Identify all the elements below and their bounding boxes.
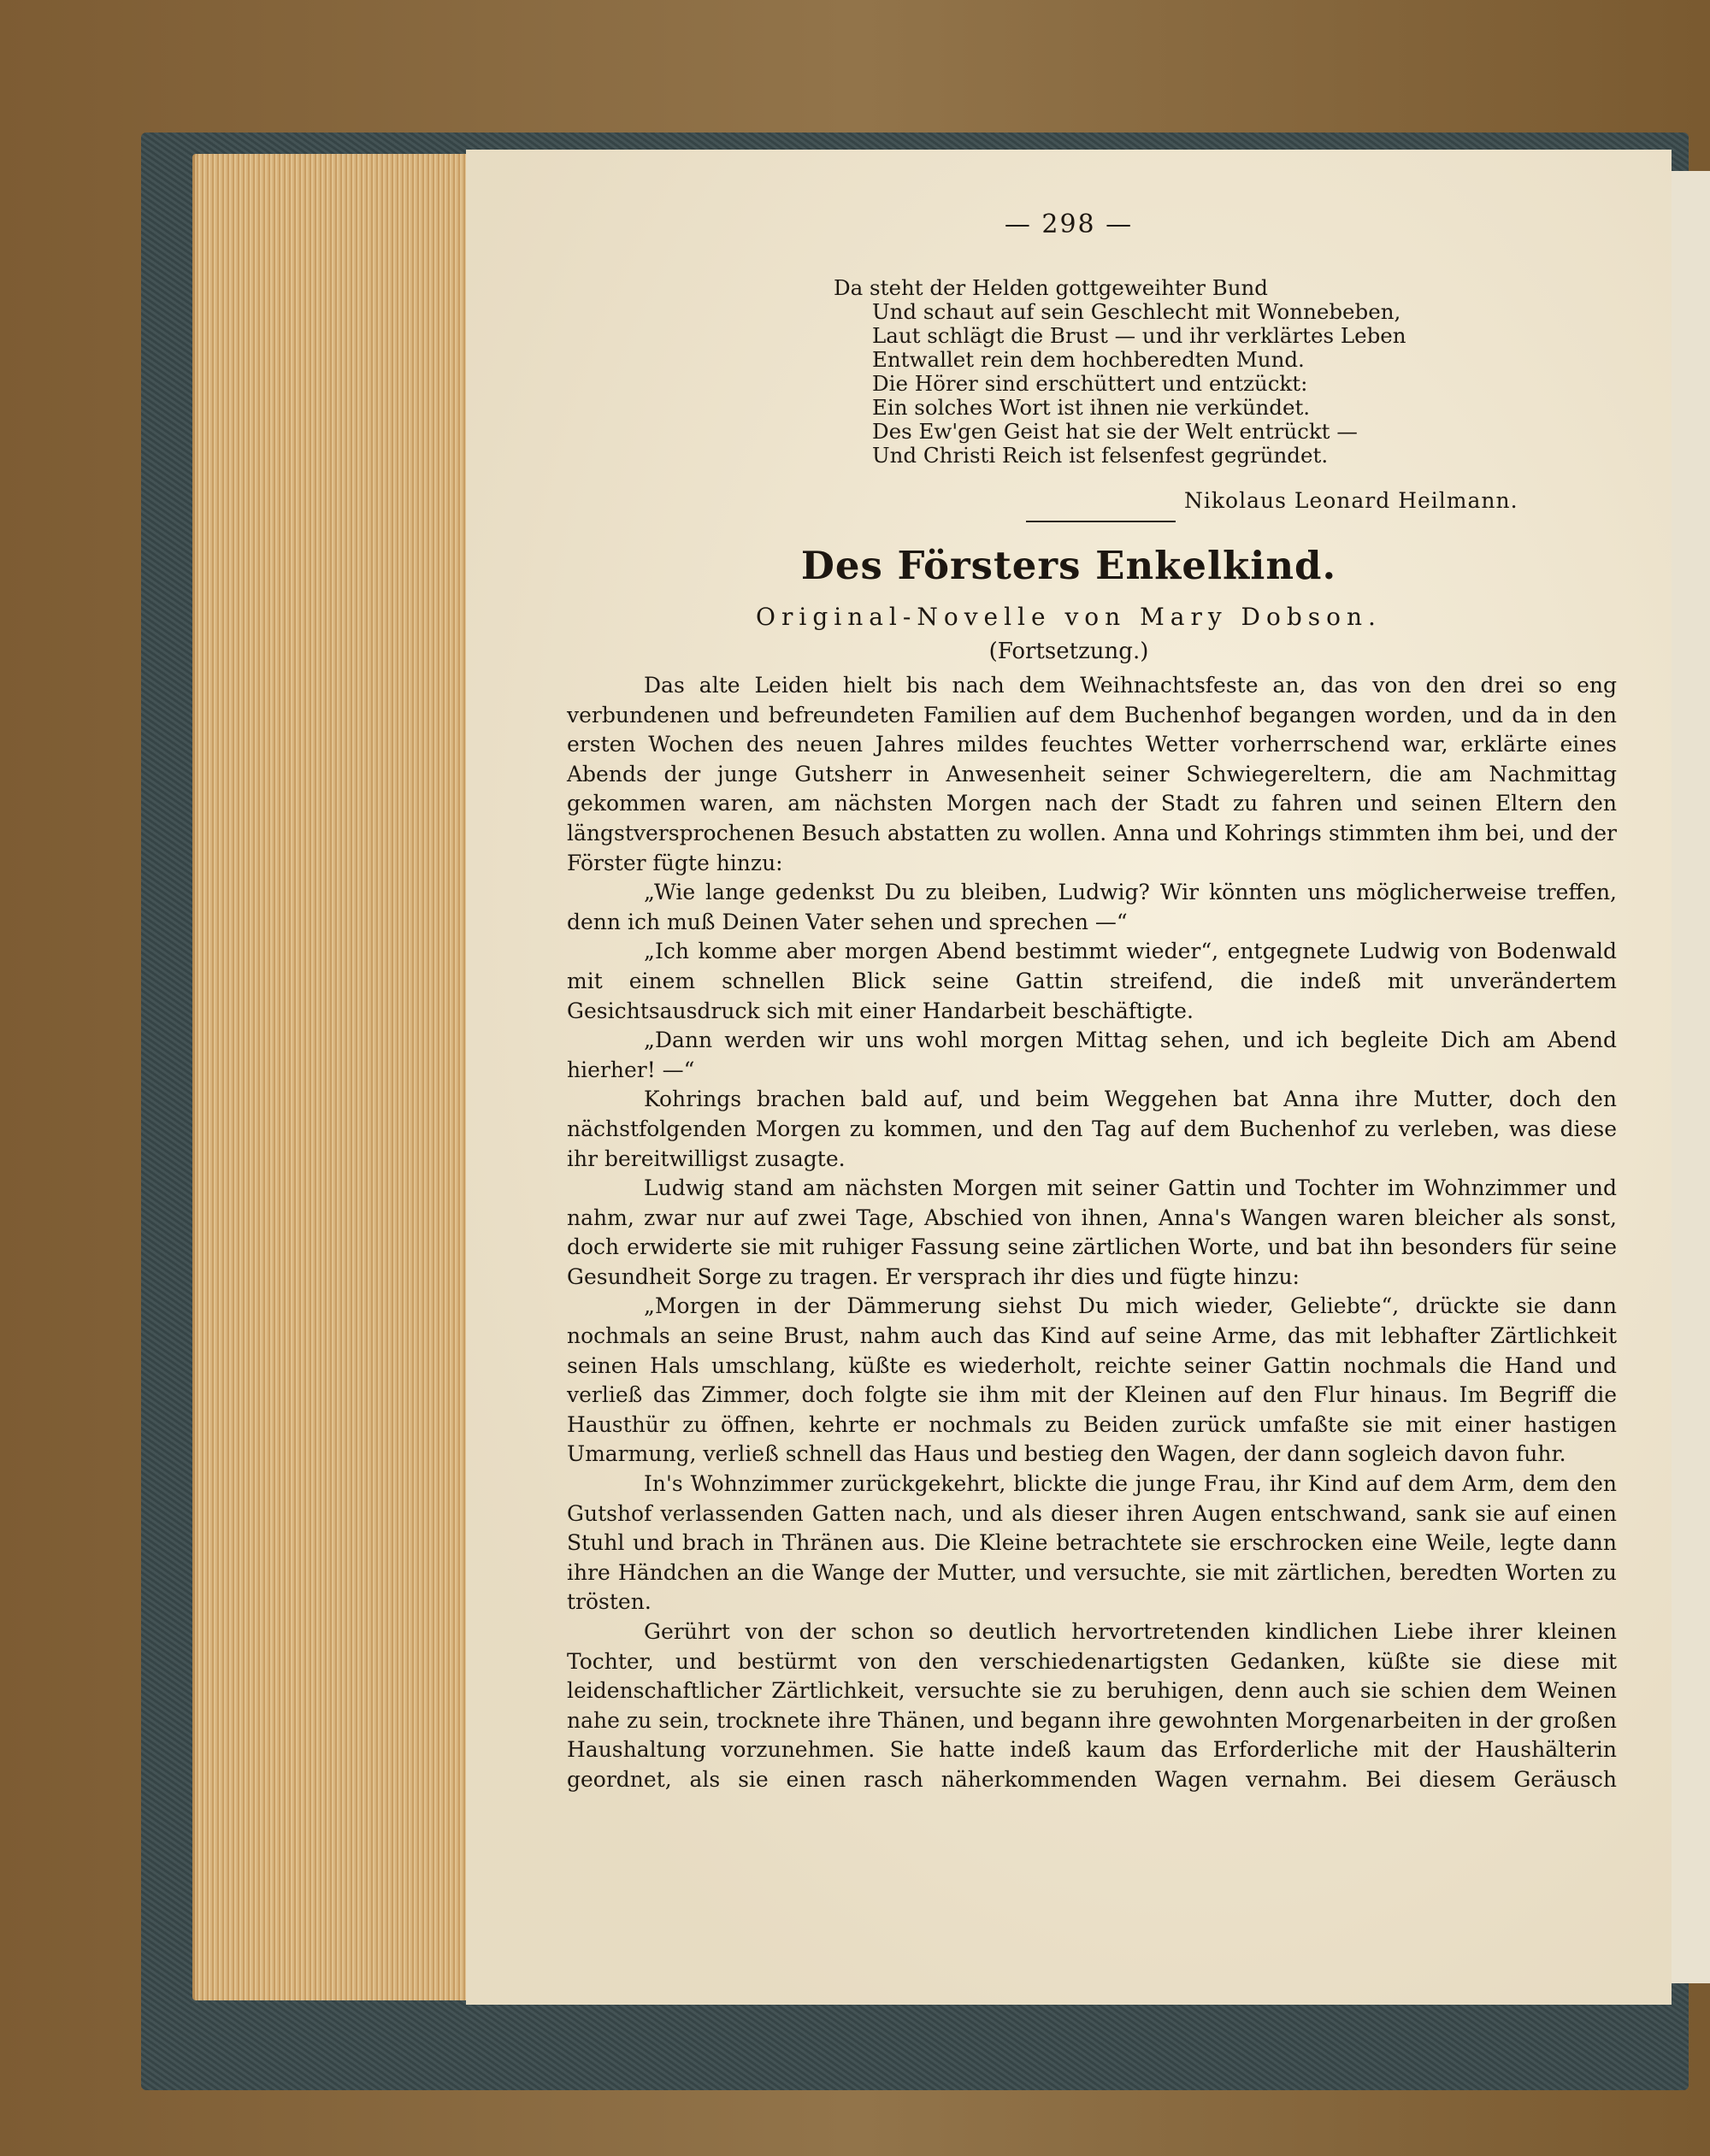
poem-line: Des Ew'gen Geist hat sie der Welt entrückt — (872, 419, 1358, 444)
continuation-note: (Fortsetzung.) (988, 639, 1149, 664)
poem-line: Laut schlägt die Brust — und ihr verklärtes Leben (872, 323, 1406, 348)
paragraph: „Wie lange gedenkst Du zu bleiben, Ludwig? Wir könnten uns möglicherweise treffen, denn ich muß Deinen Vater sehen und sprechen —“ (567, 880, 1617, 934)
story-body (567, 671, 1617, 1795)
poem-line: Entwallet rein dem hochberedten Mund. (872, 347, 1305, 372)
paragraph: „Ich komme aber morgen Abend bestimmt wieder“, entgegnete Ludwig von Bodenwald mit einem schnellen Blick seine Gattin streifend, die indeß mit unverändertem Gesichtsausdruck sich mit einer Handarbeit beschäftigte. (567, 939, 1617, 1023)
paragraph: Das alte Leiden hielt bis nach dem Weihnachtsfeste an, das von den drei so eng verbundenen und befreundeten Familien auf dem Buchenhof begangen worden, und da in den ersten Wochen des neuen Jahres mildes feuchtes Wetter vorherrschend war, erklärte eines Abends der junge Gutsherr in Anwesenheit seiner Schwiegereltern, die am Nachmittag gekommen waren, am nächsten Morgen nach der Stadt zu fahren und seinen Eltern den längstversprochenen Besuch abstatten zu wollen. Anna und Kohrings stimmten ihm bei, und der Förster fügte hinzu: (567, 673, 1617, 875)
paragraph: In's Wohnzimmer zurückgekehrt, blickte die junge Frau, ihr Kind auf dem Arm, dem den Gutshof verlassenden Gatten nach, und als dieser ihren Augen entschwand, sank sie auf einen Stuhl und brach in Thränen aus. Die Kleine betrachtete sie erschrocken eine Weile, legte dann ihre Händchen an die Wange der Mutter, und versuchte, sie mit zärtlichen, beredten Worten zu trösten. (567, 1471, 1617, 1615)
paragraph: Gerührt von der schon so deutlich hervortretenden kindlichen Liebe ihrer kleinen Tochter, und bestürmt von den verschiedenartigsten Gedanken, küßte sie diese mit leidenschaftlicher Zärtlichkeit, versuchte sie zu beruhigen, denn auch sie schien dem Weinen nahe zu sein, trocknete ihre Thänen, und begann ihre gewohnten Morgenarbeiten in der großen Haushaltung vorzunehmen. Sie hatte indeß kaum das Erforderliche mit der Haushälterin geordnet, als sie einen rasch näherkommenden Wagen vernahm. Bei diesem Geräusch (567, 1619, 1617, 1792)
page-block-edges (192, 154, 469, 2000)
poem-line: Ein solches Wort ist ihnen nie verkündet. (872, 395, 1311, 420)
page-number: — 298 — (1004, 209, 1134, 239)
paragraph: Ludwig stand am nächsten Morgen mit seiner Gattin und Tochter im Wohnzimmer und nahm, zwar nur auf zwei Tage, Abschied von ihnen, Anna's Wangen waren bleicher als sonst, doch erwiderte sie mit ruhiger Fassung seine zärtlichen Worte, und bat ihn besonders für seine Gesundheit Sorge zu tragen. Er versprach ihr dies und fügte hinzu: (567, 1175, 1617, 1289)
story-title: Des Försters Enkelkind. (800, 543, 1337, 588)
story-subtitle: Original-Novelle von Mary Dobson. (756, 603, 1382, 631)
poem-line: Da steht der Helden gottgeweihter Bund (834, 275, 1268, 300)
section-divider (1026, 521, 1176, 522)
poem-line: Und Christi Reich ist felsenfest gegründet. (872, 443, 1329, 468)
poem-author: Nikolaus Leonard Heilmann. (1184, 488, 1518, 513)
poem-line: Die Hörer sind erschüttert und entzückt: (872, 371, 1308, 396)
poem-line: Und schaut auf sein Geschlecht mit Wonnebeben, (872, 299, 1401, 324)
facing-page-edge (1672, 171, 1710, 1983)
book-page (466, 150, 1672, 2005)
paragraph: Kohrings brachen bald auf, und beim Weggehen bat Anna ihre Mutter, doch den nächstfolgenden Morgen zu kommen, und den Tag auf dem Buchenhof zu verleben, was diese ihr bereitwilligst zusagte. (567, 1087, 1617, 1171)
poem (834, 276, 1654, 468)
paragraph: „Dann werden wir uns wohl morgen Mittag sehen, und ich begleite Dich am Abend hierher! —“ (567, 1028, 1617, 1082)
paragraph: „Morgen in der Dämmerung siehst Du mich wieder, Geliebte“, drückte sie dann nochmals an seine Brust, nahm auch das Kind auf seine Arme, das mit lebhafter Zärtlichkeit seinen Hals umschlang, küßte es wiederholt, reichte seiner Gattin nochmals die Hand und verließ das Zimmer, doch folgte sie ihm mit der Kleinen auf den Flur hinaus. Im Begriff die Hausthür zu öffnen, kehrte er nochmals zu Beiden zurück umfaßte sie mit einer hastigen Umarmung, verließ schnell das Haus und bestieg den Wagen, der dann sogleich davon fuhr. (567, 1293, 1617, 1467)
